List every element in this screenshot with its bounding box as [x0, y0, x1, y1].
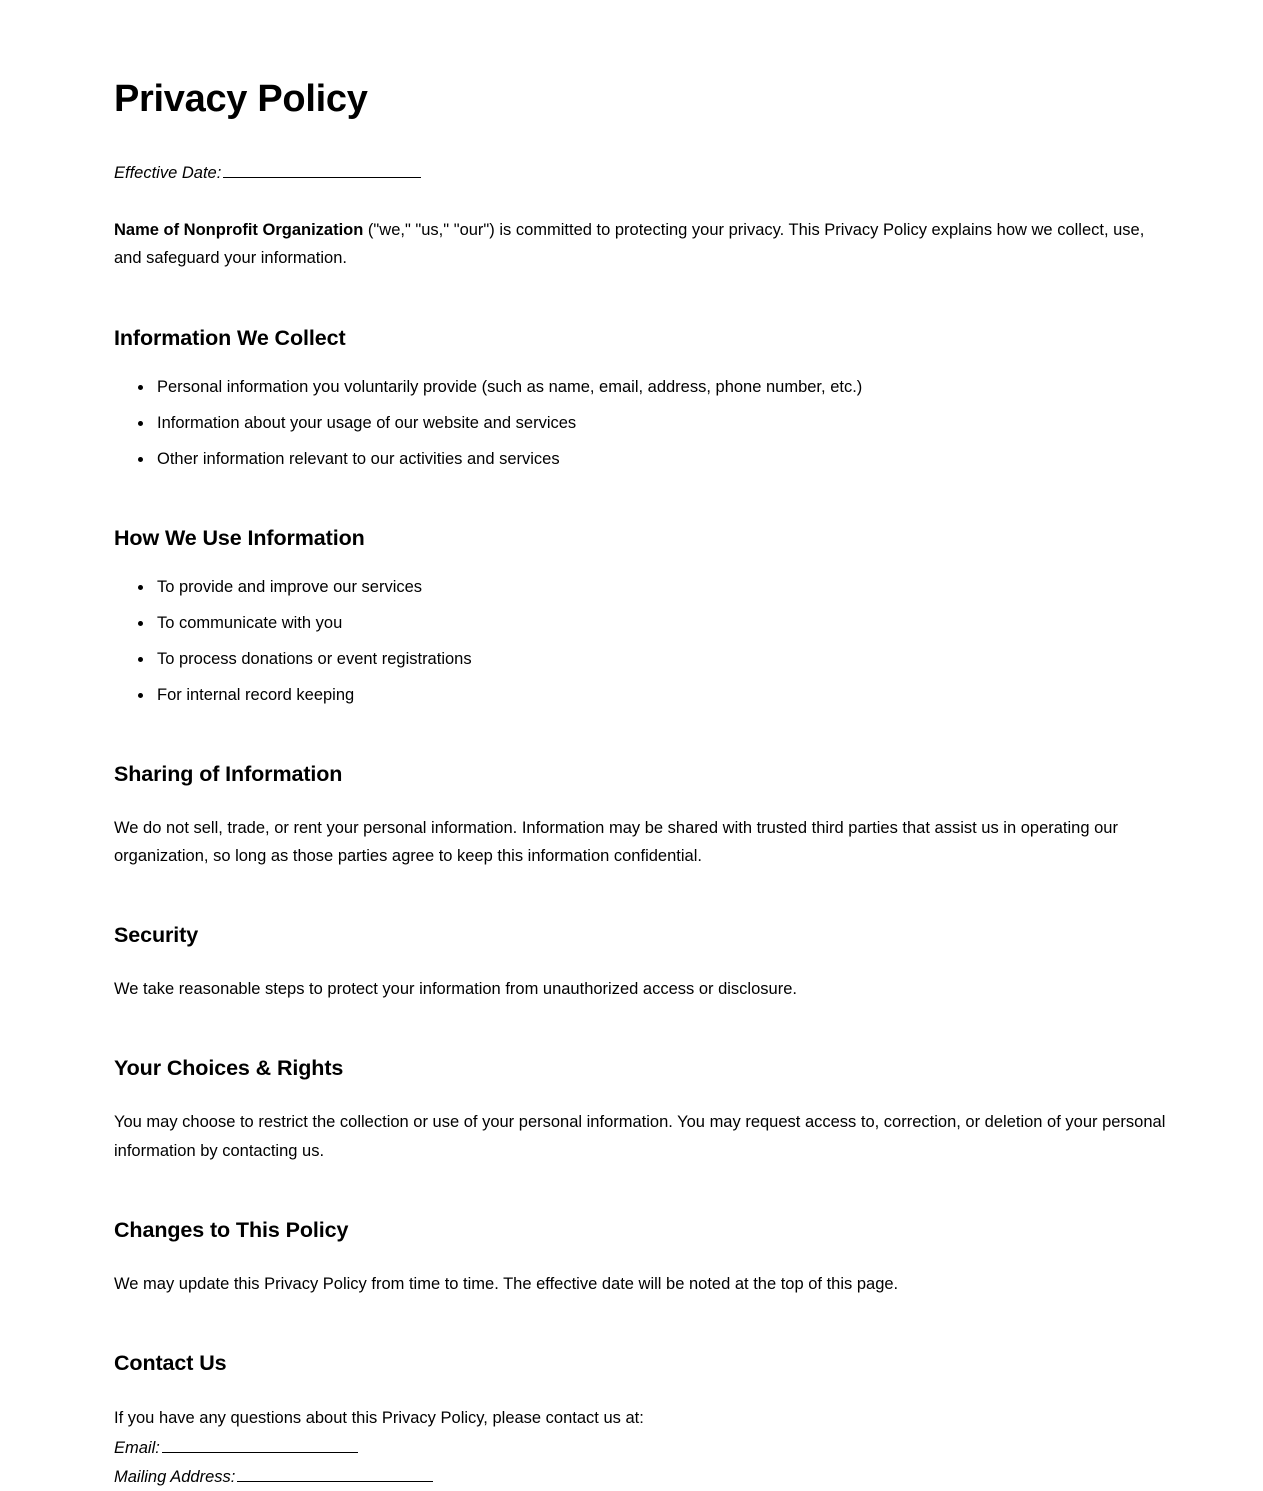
section-heading-information-we-collect: Information We Collect [114, 325, 346, 350]
section-heading-contact-us: Contact Us [114, 1351, 227, 1376]
effective-date-label: Effective Date: [114, 163, 222, 182]
page-title: Privacy Policy [114, 78, 368, 120]
sharing-of-information-paragraph: We do not sell, trade, or rent your personal information. Information may be shared with trusted third parties that assist us in operating our organization, so long as those parties agree to keep this information confidential. [114, 818, 1118, 865]
list-item: For internal record keeping [136, 682, 1172, 709]
effective-date-line [114, 160, 1172, 186]
organization-name: Name of Nonprofit Organization [114, 221, 364, 240]
section-heading-how-we-use-information: How We Use Information [114, 525, 365, 550]
contact-us-block [114, 1405, 1172, 1491]
your-choices-and-rights-paragraph: You may choose to restrict the collection or use of your personal information. You may request access to, correction, or deletion of your personal information by contacting us. [114, 1113, 1166, 1160]
contact-mailing-address-blank[interactable] [237, 1466, 433, 1482]
section-heading-your-choices-and-rights: Your Choices & Rights [114, 1056, 344, 1081]
list-item: Personal information you voluntarily provide (such as name, email, address, phone number, etc.) [136, 374, 1172, 401]
list-item: To provide and improve our services [136, 574, 1172, 601]
list-item: Information about your usage of our website and services [136, 410, 1172, 437]
effective-date-blank[interactable] [223, 162, 421, 178]
contact-lead-text: If you have any questions about this Privacy Policy, please contact us at: [114, 1408, 644, 1427]
section-heading-changes-to-this-policy: Changes to This Policy [114, 1218, 349, 1243]
section-heading-security: Security [114, 923, 199, 948]
intro-paragraph [114, 216, 1172, 273]
contact-email-field [114, 1435, 1172, 1462]
contact-mailing-address-field [114, 1464, 1172, 1491]
security-paragraph: We take reasonable steps to protect your information from unauthorized access or disclosure. [114, 980, 797, 999]
list-item: To communicate with you [136, 610, 1172, 637]
contact-email-blank[interactable] [162, 1437, 358, 1453]
how-we-use-information-list [114, 574, 1172, 709]
contact-mailing-address-label: Mailing Address: [114, 1468, 236, 1487]
intro-paragraph-text: ("we," "us," "our") is committed to protecting your privacy. This Privacy Policy explains how we collect, use, and safeguard your information. [114, 221, 1145, 268]
changes-to-this-policy-paragraph: We may update this Privacy Policy from time to time. The effective date will be noted at the top of this page. [114, 1274, 899, 1293]
list-item: To process donations or event registrations [136, 646, 1172, 673]
list-item: Other information relevant to our activities and services [136, 446, 1172, 473]
information-we-collect-list [114, 374, 1172, 473]
section-heading-sharing-of-information: Sharing of Information [114, 761, 343, 786]
contact-email-label: Email: [114, 1438, 160, 1457]
